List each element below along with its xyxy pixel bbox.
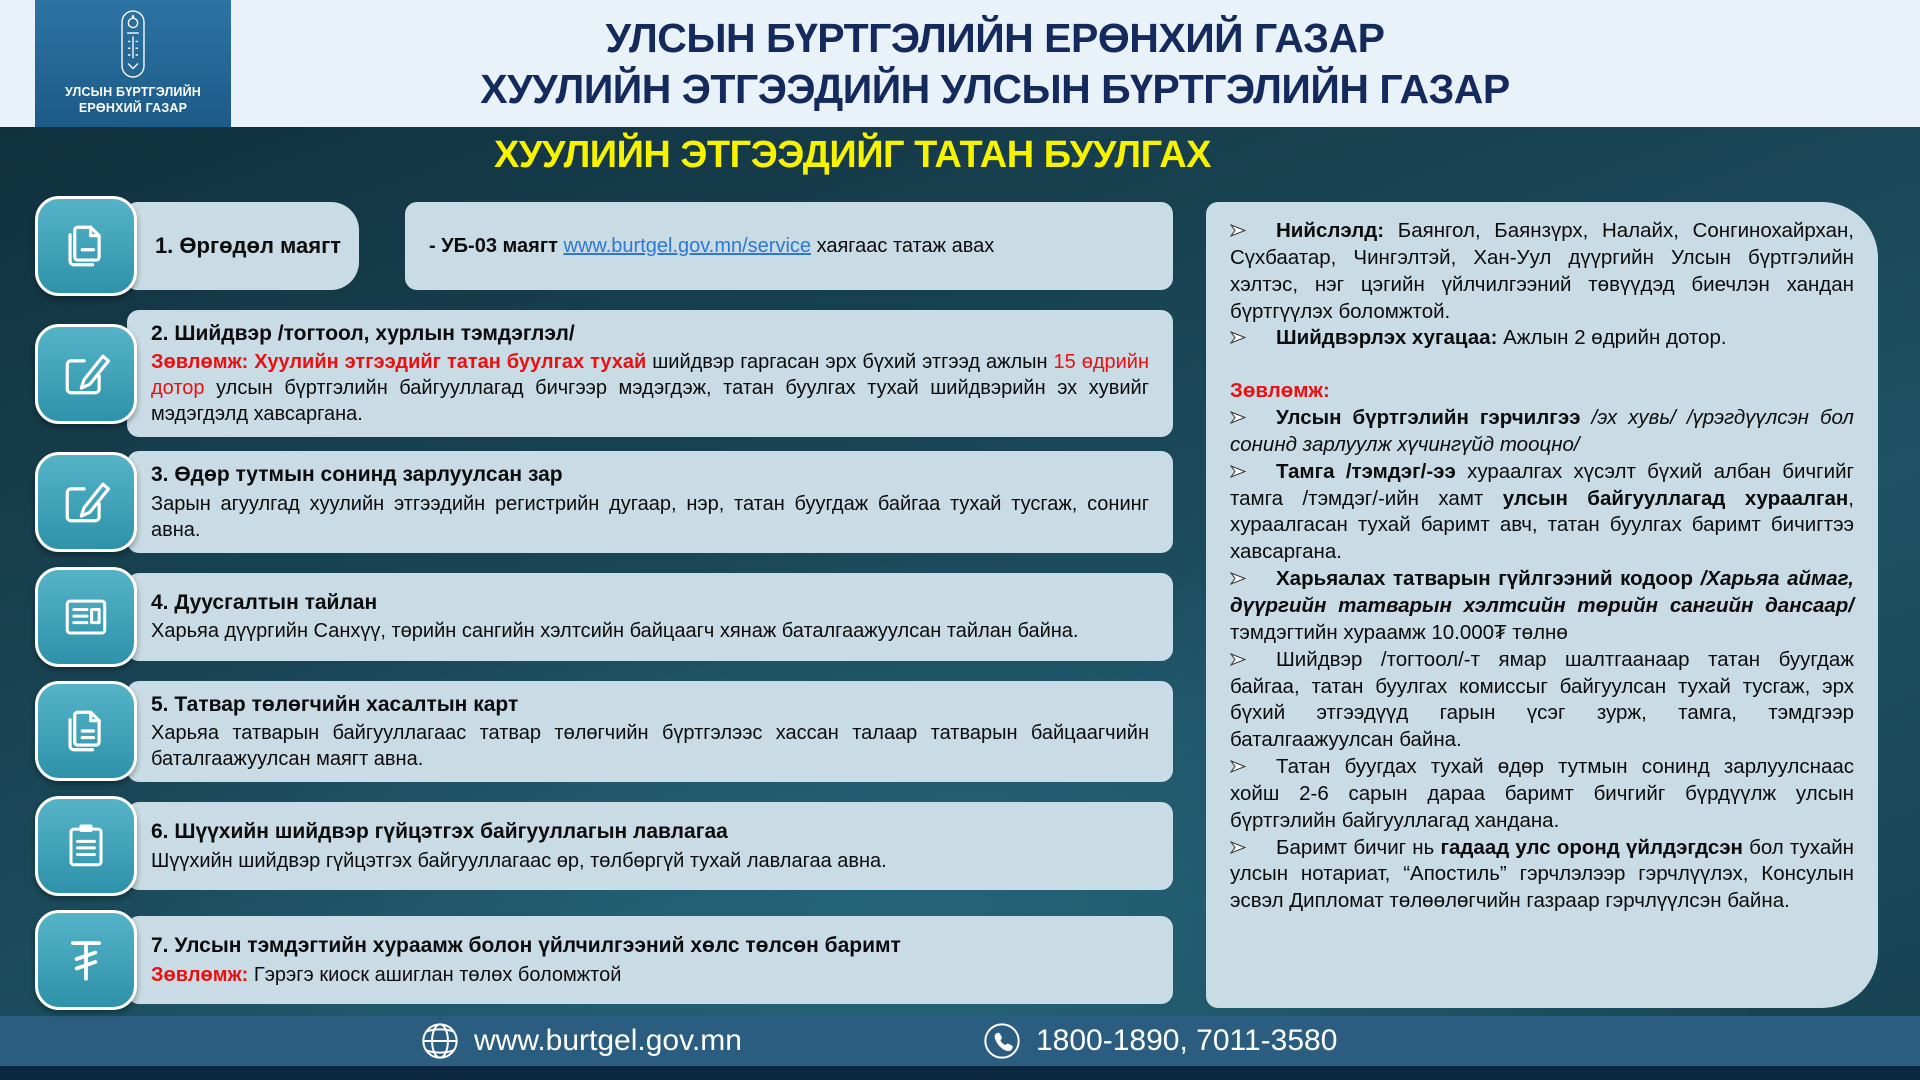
text-segment: Татан буугдах тухай өдөр тутмын сонинд зарлуулснаас хойш 2-6 сарын дараа баримт бичгийг бүрдүүлж улсын бүртгэлийн байгууллагад хандана. — [1230, 755, 1854, 832]
step-text — [151, 349, 1149, 427]
arrow-bullet-icon — [1230, 841, 1246, 854]
step-content — [127, 451, 1173, 552]
panel-paragraph — [1230, 459, 1854, 566]
text-segment: тэмдэгтийн хураамж 10.000₮ төлнө — [1230, 620, 1568, 644]
phone-text[interactable]: 1800-1890, 7011-3580 — [1036, 1024, 1338, 1057]
footer-phone[interactable] — [982, 1016, 1337, 1066]
pencil-icon — [35, 452, 137, 552]
step-row-7 — [35, 910, 1173, 1010]
text-segment: Зөвлөмж: — [1230, 379, 1330, 403]
panel-paragraph — [1230, 218, 1854, 325]
service-link[interactable]: www.burtgel.gov.mn/service — [563, 235, 812, 257]
step-content — [127, 310, 1173, 437]
panel-paragraph — [1230, 647, 1854, 754]
text-segment: Зөвлөмж: Хуулийн этгээдийг татан буулгах тухай — [151, 351, 647, 374]
step-row-6 — [35, 796, 1173, 896]
text-segment: Улсын бүртгэлийн гэрчилгээ — [1276, 406, 1581, 430]
text-segment: Зарын агуулгад хуулийн этгээдийн регистрийн дугаар, нэр, татан буугдаж байгаа тухай тусгаж, сонинг авна. — [151, 492, 1149, 541]
panel-paragraph — [1230, 566, 1854, 647]
text-segment: Баримт бичиг нь — [1276, 835, 1441, 859]
step-content — [127, 681, 1173, 782]
step-row-4 — [35, 567, 1173, 667]
step-content — [127, 802, 1173, 890]
header-title-line1: УЛСЫН БҮРТГЭЛИЙН ЕРӨНХИЙ ГАЗАР — [605, 15, 1385, 62]
arrow-bullet-icon — [1230, 411, 1246, 424]
step-row-1 — [35, 196, 1173, 296]
text-segment: /эх хувь/ /үрэгдүүлсэн бол сонинд зарлуулж хүчингүйд тооцно/ — [1230, 406, 1854, 456]
step-text — [151, 720, 1149, 772]
agency-logo — [35, 0, 231, 127]
text-segment: , хураалгасан тухай баримт авч, татан буулгах баримт бичигтээ хавсаргана. — [1230, 486, 1854, 564]
step-text — [151, 962, 1149, 988]
text-segment: Харьяа дүүргийн Санхүү, төрийн сангийн хэлтсийн байцаагч хянаж баталгаажуулсан тайлан байна. — [151, 620, 1079, 643]
newspaper-icon — [35, 567, 137, 667]
panel-paragraph — [1230, 378, 1854, 405]
header-title — [0, 13, 1920, 113]
step-row-2 — [35, 310, 1173, 437]
step-text — [151, 491, 1149, 543]
step-title: 7. Улсын тэмдэгтийн хураамж болон үйлчилгээний хөлс төлсөн баримт — [151, 934, 901, 958]
step-content — [405, 202, 1173, 290]
header-bar — [0, 0, 1920, 127]
text-segment: 15 өдрийн дотор — [151, 351, 1150, 400]
text-segment: - УБ-03 маягт — [429, 235, 564, 257]
footer-website[interactable] — [420, 1016, 742, 1066]
header-title-line2: ХУУЛИЙН ЭТГЭЭДИЙН УЛСЫН БҮРТГЭЛИЙН ГАЗАР — [480, 65, 1510, 112]
pencil-icon — [35, 324, 137, 424]
step-title: 5. Татвар төлөгчийн хасалтын карт — [151, 692, 519, 716]
step-title: 4. Дуусгалтын тайлан — [151, 590, 378, 614]
text-segment: бол тухайн улсын нотариат, “Апостиль” гэрчлэлээр гэрчлүүлэх, Консулын эсвэл Дипломат төлөөлөгчийн газраар гэрчлүүлсэн байна. — [1230, 835, 1854, 913]
text-segment: Нийслэлд: — [1276, 219, 1385, 242]
text-segment: /Харьяа аймаг, дүүргийн татварын хэлтсийн төрийн сангийн дансаар/ — [1230, 567, 1854, 617]
tugrik-icon — [35, 910, 137, 1010]
step-text — [151, 848, 1149, 874]
footer-bar — [0, 1016, 1920, 1066]
step-text — [151, 618, 1149, 644]
text-segment: Гэрэгэ киоск ашиглан төлөх боломжтой — [248, 963, 622, 986]
text-segment: Харьяа татварын байгууллагаас татвар төлөгчийн бүртгэлээс хассан талаар татварын байцаагчийн баталгаажуулсан маягт авна. — [151, 721, 1149, 770]
step-text — [429, 233, 1149, 259]
info-panel — [1206, 202, 1878, 1008]
panel-paragraph — [1230, 325, 1854, 352]
arrow-bullet-icon — [1230, 465, 1246, 478]
step-title: 6. Шүүхийн шийдвэр гүйцэтгэх байгууллагын лавлагаа — [151, 820, 728, 844]
text-segment: улсын байгууллагад хураалган — [1502, 486, 1849, 510]
arrow-bullet-icon — [1230, 224, 1246, 237]
step-content — [127, 916, 1173, 1004]
panel-paragraph — [1230, 405, 1854, 459]
steps-list — [35, 196, 1173, 1010]
globe-icon — [420, 1021, 460, 1061]
panel-paragraph — [1230, 754, 1854, 835]
step-content — [127, 573, 1173, 661]
state-registration-emblem-icon — [116, 6, 150, 82]
page-title: ХУУЛИЙН ЭТГЭЭДИЙГ ТАТАН БУУЛГАХ — [493, 134, 1212, 176]
panel-paragraph — [1230, 835, 1854, 916]
step-title: 3. Өдөр тутмын сонинд зарлуулсан зар — [151, 463, 563, 487]
arrow-bullet-icon — [1230, 760, 1246, 773]
text-segment: улсын бүртгэлийн байгууллагад бичгээр мэдэгдэж, татан буулгах тухай шийдвэрийн эх хувийг мэдэгдэлд хавсаргана. — [151, 377, 1149, 426]
text-segment: Харьяалах татварын гүйлгээний кодоор — [1276, 567, 1693, 591]
footer-bottom-strip — [0, 1066, 1920, 1080]
clipboard-icon — [35, 796, 137, 896]
logo-text: УЛСЫН БҮРТГЭЛИЙН ЕРӨНХИЙ ГАЗАР — [64, 85, 202, 115]
phone-icon — [982, 1021, 1022, 1061]
step-row-5 — [35, 681, 1173, 782]
text-segment: Баянгол, Баянзүрх, Налайх, Сонгинохайрхан, Сүхбаатар, Чингэлтэй, Хан-Уул дүүргийн Улсын бүртгэлийн хэлтэс, нэг цэгийн үйлчилгээний төвүүдэд биечлэн хандан бүртгүүлэх боломжтой. — [1230, 219, 1854, 323]
text-segment: Шийдвэрлэх хугацаа: — [1276, 326, 1498, 350]
text-segment: гадаад улс оронд үйлдэгдсэн — [1440, 835, 1743, 859]
text-segment: Шүүхийн шийдвэр гүйцэтгэх байгууллагаас өр, төлбөргүй тухай лавлагаа авна. — [151, 849, 887, 872]
text-segment: хураалгах хүсэлт бүхий албан бичгийг тамга /тэмдэг/-ийн хамт — [1230, 459, 1854, 510]
step-row-3 — [35, 451, 1173, 552]
arrow-bullet-icon — [1230, 653, 1246, 666]
documents-icon — [35, 681, 137, 781]
text-segment: Зөвлөмж: — [151, 963, 249, 986]
text-segment: Шийдвэр /тогтоол/-т ямар шалтгаанаар татан буугдаж байгаа, татан буулгах комиссыг байгуулсан тухай тусгаж, эрх бүхий этгээдүүд гарын үсэг зурж, тамга, тэмдгээр баталгаажуулсан байна. — [1230, 647, 1854, 752]
website-text[interactable]: www.burtgel.gov.mn — [474, 1024, 742, 1057]
text-segment: Ажлын 2 өдрийн дотор. — [1497, 326, 1727, 350]
arrow-bullet-icon — [1230, 331, 1246, 344]
text-segment: шийдвэр гаргасан эрх бүхий этгээд ажлын — [646, 351, 1054, 374]
step-title: 2. Шийдвэр /тогтоол, хурлын тэмдэглэл/ — [151, 322, 575, 345]
step-label: 1. Өргөдөл маягт — [127, 202, 359, 290]
documents-icon — [35, 196, 137, 296]
arrow-bullet-icon — [1230, 572, 1246, 585]
text-segment: хаягаас татаж авах — [811, 235, 995, 257]
text-segment: Тамга /тэмдэг/-ээ — [1276, 459, 1456, 483]
